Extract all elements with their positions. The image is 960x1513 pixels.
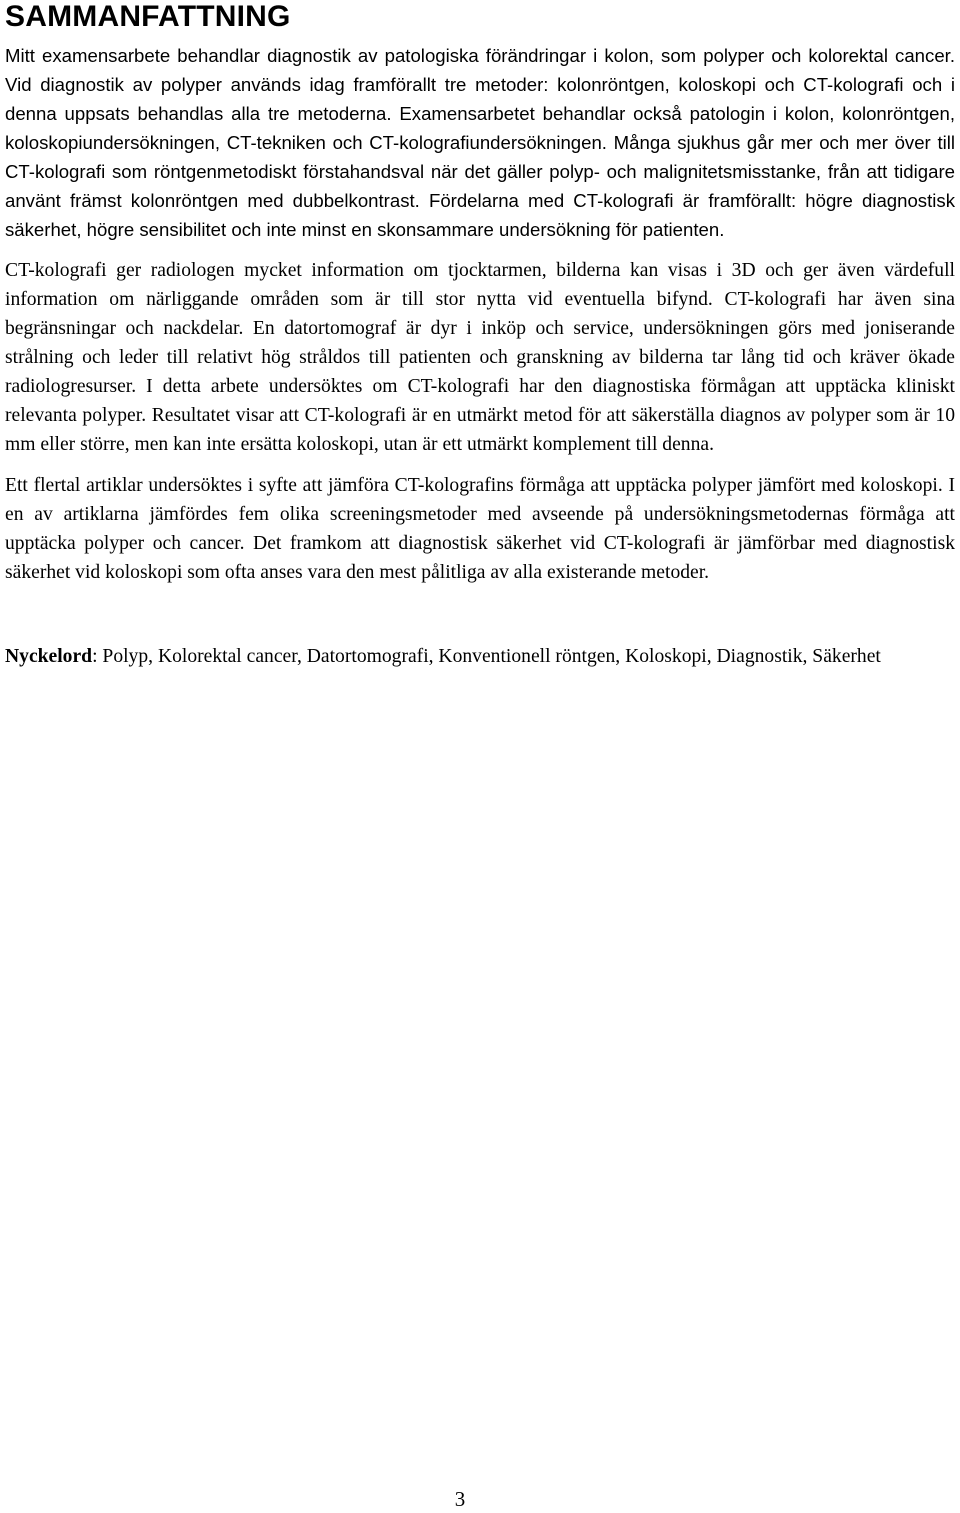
summary-paragraph-1: Mitt examensarbete behandlar diagnostik av patologiska förändringar i kolon, som polyper och kolorektal cancer. Vid diagnostik av polyper används idag framförallt tre metoder: kolonröntgen, koloskopi och CT-kolografi och i denna uppsats behandlas alla tre metoderna. Examensarbetet behandlar också patologin i kolon, kolonröntgen, koloskopiundersökningen, CT-tekniken och CT-kolografiundersökningen. Många sjukhus går mer och mer över till CT-kolografi som röntgenmetodiskt förstahandsval när det gäller polyp- och malignitetsmisstanke, från att tidigare använt främst kolonröntgen med dubbelkontrast. Fördelarna med CT-kolografi är framförallt: högre diagnostisk säkerhet, högre sensibilitet och inte minst en skonsammare undersökning för patienten. <box>5 45 955 240</box>
section-heading: SAMMANFATTNING <box>5 0 291 33</box>
keywords-label: Nyckelord <box>5 646 93 667</box>
keywords-line <box>5 642 955 671</box>
document-page <box>5 0 955 671</box>
keywords-list: : Polyp, Kolorektal cancer, Datortomografi, Konventionell röntgen, Koloskopi, Diagnostik, Säkerhet <box>92 646 881 667</box>
summary-paragraph-3: Ett flertal artiklar undersöktes i syfte att jämföra CT-kolografins förmåga att upptäcka polyper jämfört med koloskopi. I en av artiklarna jämfördes fem olika screeningsmetoder med avseende på undersökningsmetodernas förmåga att upptäcka polyper och cancer. Det framkom att diagnostisk säkerhet vid CT-kolografi är jämförbar med diagnostisk säkerhet vid koloskopi som ofta anses vara den mest pålitliga av alla existerande metoder. <box>5 475 955 583</box>
page-number: 3 <box>454 1487 466 1511</box>
summary-paragraph-2: CT-kolografi ger radiologen mycket information om tjocktarmen, bilderna kan visas i 3D och ger även värdefull information om närliggande områden som är till stor nytta vid eventuella bifynd. CT-kolografi har även sina begränsningar och nackdelar. En datortomograf är dyr i inköp och service, undersökningen görs med joniserande strålning och leder till relativt hög stråldos till patienten och granskning av bilderna tar lång tid och kräver ökade radiologresurser. I detta arbete undersöktes om CT-kolografi har den diagnostiska förmågan att upptäcka kliniskt relevanta polyper. Resultatet visar att CT-kolografi är en utmärkt metod för att säkerställa diagnos av polyper som är 10 mm eller större, men kan inte ersätta koloskopi, utan är ett utmärkt komplement till denna. <box>5 260 955 455</box>
